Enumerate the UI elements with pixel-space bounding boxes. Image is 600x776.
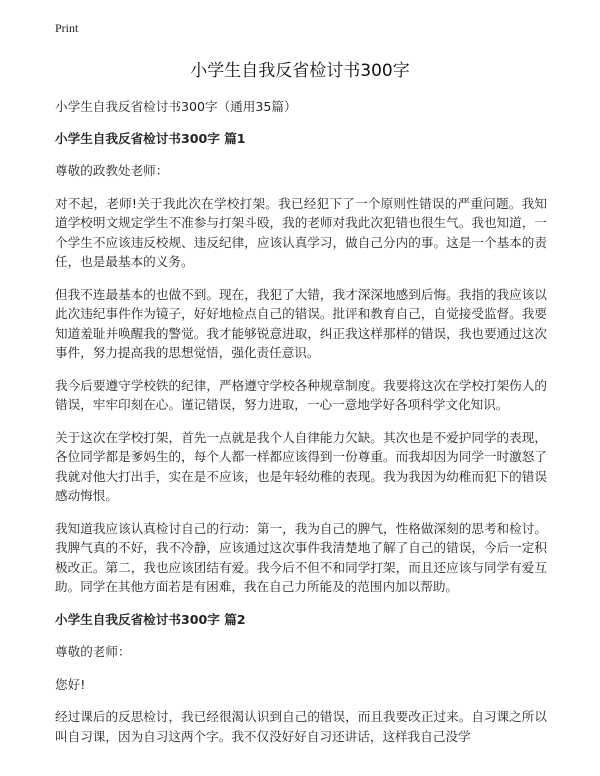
document-subtitle: 小学生自我反省检讨书300字（通用35篇） [55,99,297,114]
paragraph: 您好! [55,676,86,692]
paragraph: 尊敬的政教处老师： [55,163,169,178]
section-heading: 小学生自我反省检讨书300字 篇2 [55,611,246,627]
paragraph: 对不起，老师!关于我此次在学校打架。我已经犯下了一个原则性错误的严重问题。我知道学校明文规定学生不准参与打架斗殴，我的老师对我此次犯错也很生气。我也知道，一个学生不应该违反校规、违反纪律，应该认真学习，做自己分内的事。这是一个基本的责任，也是最基本的义务。 [55,195,547,269]
paragraph: 但我不连最基本的也做不到。现在，我犯了大错，我才深深地感到后悔。我指的我应该以此次违纪事件作为镜子，好好地检点自己的错误。批评和教育自己，自觉接受监督。我要知道羞耻并唤醒我的警觉。我才能够锐意进取，纠正我这样那样的错误，我也要通过这次事件，努力提高我的思想觉悟，强化责任意识。 [55,286,547,360]
paragraph: 经过课后的反思检讨，我已经很渴认识到自己的错误，而且我要改正过来。自习课之所以叫自习课，因为自习这两个字。我不仅没好好自习还讲话，这样我自己没学 [55,709,547,744]
paragraph: 我今后要遵守学校铁的纪律，严格遵守学校各种规章制度。我要将这次在学校打架伤人的错误，牢牢印刻在心。谨记错误，努力进取，一心一意地学好各项科学文化知识。 [55,377,547,412]
paragraph: 关于这次在学校打架，首先一点就是我个人自律能力欠缺。其次也是不爱护同学的表现，各位同学都是爹妈生的，每个人都一样都应该得到一份尊重。而我却因为同学一时激怒了我就对他大打出手，实在是不应该，也是年轻幼稚的表现。我为我因为幼稚而犯下的错误感动悔恨。 [55,429,547,503]
section-heading: 小学生自我反省检讨书300字 篇1 [55,130,246,146]
paragraph: 尊敬的老师： [55,644,131,659]
paragraph: 我知道我应该认真检讨自己的行动：第一，我为自己的脾气，性格做深刻的思考和检讨。我脾气真的不好，我不冷静，应该通过这次事件我清楚地了解了自己的错误，今后一定积极改正。第二，我也应该团结有爱。我今后不但不和同学打架，而且还应该与同学有爱互助。同学在其他方面若是有困难，我在自己力所能及的范围内加以帮助。 [55,520,547,594]
document-title: 小学生自我反省检讨书300字 [190,61,410,81]
document-body [55,97,547,759]
print-link[interactable]: Print [55,21,79,35]
